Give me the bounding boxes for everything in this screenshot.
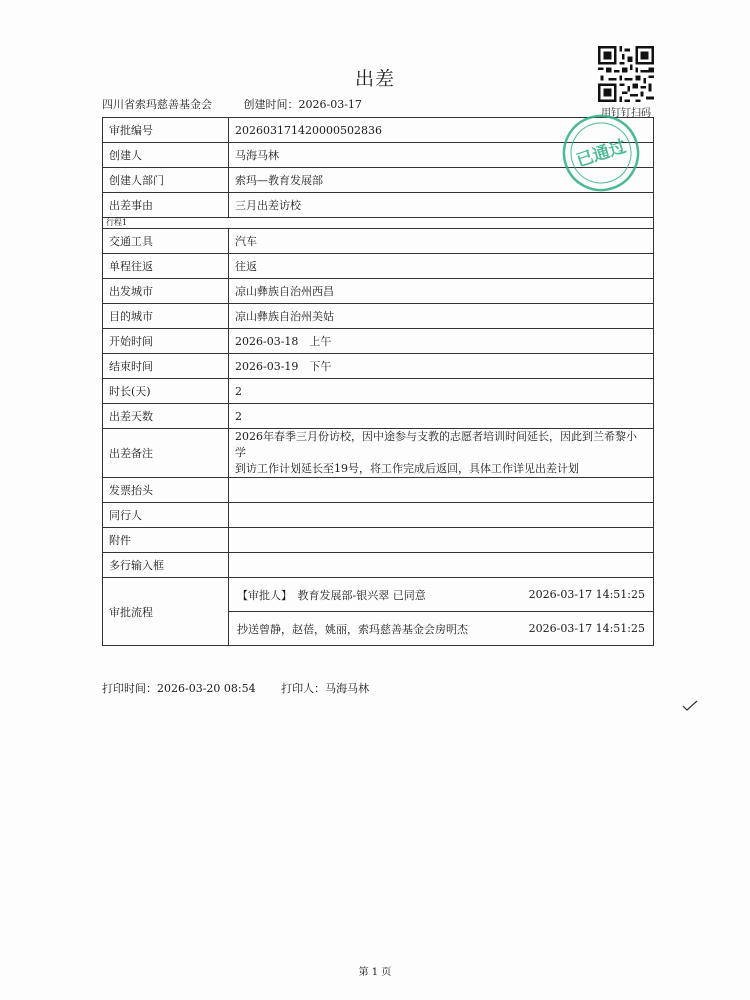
table-row [103, 329, 654, 354]
approval-form-table [102, 117, 654, 646]
field-label: 审批流程 [103, 578, 229, 646]
printer-name: 打印人：马海马林 [281, 682, 370, 695]
table-row [103, 528, 654, 553]
table-row [103, 229, 654, 254]
approval-flow-row [103, 578, 654, 646]
note-row [103, 429, 654, 478]
field-value [229, 503, 654, 528]
document-title: 出差 [354, 68, 395, 90]
field-label: 开始时间 [103, 329, 229, 354]
field-value: 往返 [229, 254, 654, 279]
print-time: 打印时间：2026-03-20 08:54 [102, 682, 256, 695]
field-label: 审批编号 [103, 118, 229, 143]
table-row [103, 379, 654, 404]
note-line-1: 2026年春季三月份访校，因中途参与支教的志愿者培训时间延长，因此到兰希黎小学 [235, 430, 637, 459]
field-value: 索玛—教育发展部 [229, 168, 654, 193]
field-label: 创建人 [103, 143, 229, 168]
field-value: 202603171420000502836 [229, 118, 654, 143]
field-value: 三月出差访校 [229, 193, 654, 218]
table-row [103, 478, 654, 503]
table-row [103, 503, 654, 528]
note-value [229, 429, 654, 478]
note-line-2: 到访工作计划延长至19号，将工作完成后返回，具体工作详见出差计划 [235, 462, 579, 475]
field-label: 结束时间 [103, 354, 229, 379]
field-value: 凉山彝族自治州西昌 [229, 279, 654, 304]
created-time: 创建时间：2026-03-17 [243, 98, 362, 111]
field-label: 多行输入框 [103, 553, 229, 578]
field-value: 凉山彝族自治州美姑 [229, 304, 654, 329]
field-value: 2026-03-19 下午 [229, 354, 654, 379]
table-row [103, 354, 654, 379]
qr-caption: 用钉钉扫码 [601, 108, 651, 119]
field-label: 出发城市 [103, 279, 229, 304]
table-row [103, 193, 654, 218]
field-value: 2 [229, 379, 654, 404]
qr-code-icon [598, 46, 654, 102]
field-value: 汽车 [229, 229, 654, 254]
field-value [229, 528, 654, 553]
table-row [103, 553, 654, 578]
field-value: 2026-03-18 上午 [229, 329, 654, 354]
field-label: 出差备注 [103, 429, 229, 478]
cc-line [229, 611, 653, 645]
field-label: 时长(天) [103, 379, 229, 404]
field-label: 单程往返 [103, 254, 229, 279]
trip-section-label: 行程1 [103, 218, 654, 229]
field-label: 创建人部门 [103, 168, 229, 193]
approver-line [229, 578, 653, 611]
organization-name: 四川省索玛慈善基金会 [102, 98, 212, 111]
header-meta [102, 96, 362, 112]
table-row [103, 254, 654, 279]
cc-time: 2026-03-17 14:51:25 [528, 622, 645, 635]
handwritten-check-icon [682, 700, 698, 712]
field-label: 交通工具 [103, 229, 229, 254]
cc-text: 抄送曾静，赵蓓，姚丽，索玛慈善基金会房明杰 [237, 622, 468, 636]
field-value [229, 553, 654, 578]
field-label: 同行人 [103, 503, 229, 528]
field-value [229, 478, 654, 503]
table-row [103, 279, 654, 304]
stamp-text: 已通过 [573, 136, 629, 172]
trip-section-row [103, 218, 654, 229]
field-label: 出差天数 [103, 404, 229, 429]
field-value: 2 [229, 404, 654, 429]
table-row [103, 404, 654, 429]
approver-time: 2026-03-17 14:51:25 [528, 588, 645, 601]
table-row [103, 304, 654, 329]
approver-text: 【审批人】 教育发展部-银兴翠 已同意 [237, 588, 426, 602]
print-footer [102, 680, 369, 696]
field-label: 目的城市 [103, 304, 229, 329]
page-number: 第 1 页 [358, 967, 392, 978]
approval-flow-cell [229, 578, 654, 646]
field-label: 附件 [103, 528, 229, 553]
field-label: 发票抬头 [103, 478, 229, 503]
field-value: 马海马林 [229, 143, 654, 168]
field-label: 出差事由 [103, 193, 229, 218]
